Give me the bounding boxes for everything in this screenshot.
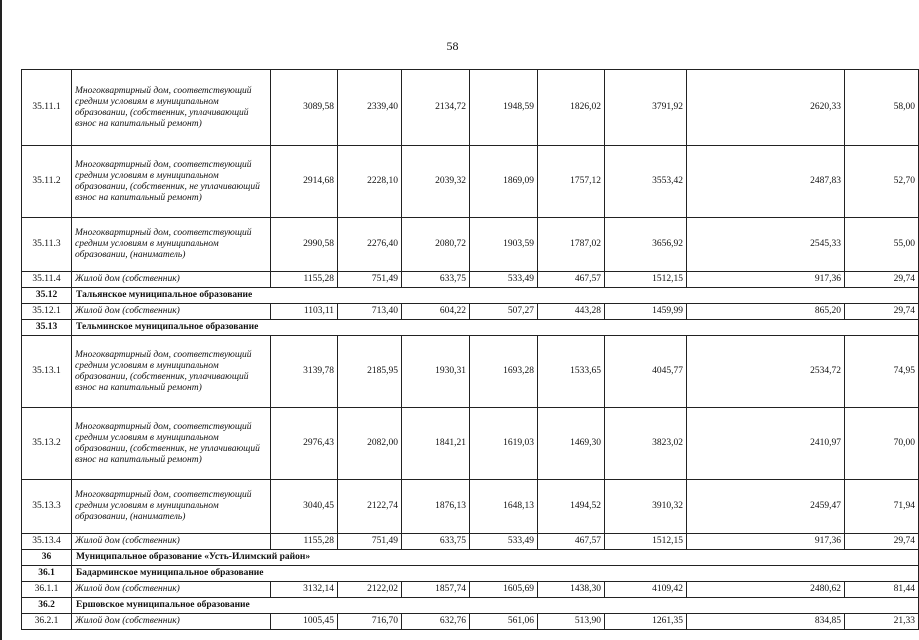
table-row xyxy=(22,614,919,630)
value-cell: 1869,09 xyxy=(470,146,538,218)
section-code: 35.13 xyxy=(22,320,72,336)
tariff-table xyxy=(21,69,919,630)
row-description: Многоквартирный дом, соответствующий средним условиям в муниципальном образовании, (наниматель) xyxy=(72,218,271,272)
value-cell: 29,74 xyxy=(845,534,919,550)
value-cell: 2228,10 xyxy=(338,146,402,218)
value-cell: 1787,02 xyxy=(538,218,605,272)
value-cell: 713,40 xyxy=(338,304,402,320)
value-cell: 29,74 xyxy=(845,272,919,288)
value-cell: 751,49 xyxy=(338,534,402,550)
row-description: Жилой дом (собственник) xyxy=(72,582,271,598)
value-cell: 2134,72 xyxy=(402,70,470,146)
value-cell: 3656,92 xyxy=(605,218,687,272)
section-code: 36.1 xyxy=(22,566,72,582)
value-cell: 1841,21 xyxy=(402,408,470,480)
value-cell: 70,00 xyxy=(845,408,919,480)
section-row xyxy=(22,550,919,566)
value-cell: 71,94 xyxy=(845,480,919,534)
value-cell: 632,76 xyxy=(402,614,470,630)
value-cell: 604,22 xyxy=(402,304,470,320)
value-cell: 55,00 xyxy=(845,218,919,272)
section-row xyxy=(22,320,919,336)
row-code: 35.11.4 xyxy=(22,272,72,288)
value-cell: 2276,40 xyxy=(338,218,402,272)
value-cell: 865,20 xyxy=(687,304,845,320)
value-cell: 1693,28 xyxy=(470,336,538,408)
value-cell: 1648,13 xyxy=(470,480,538,534)
table-row xyxy=(22,304,919,320)
section-code: 35.12 xyxy=(22,288,72,304)
row-code: 35.11.2 xyxy=(22,146,72,218)
section-title: Муниципальное образование «Усть-Илимский район» xyxy=(72,550,919,566)
section-row xyxy=(22,288,919,304)
scan-edge xyxy=(0,0,2,640)
section-title: Тальянское муниципальное образование xyxy=(72,288,919,304)
value-cell: 467,57 xyxy=(538,272,605,288)
value-cell: 3132,14 xyxy=(271,582,338,598)
value-cell: 1494,52 xyxy=(538,480,605,534)
row-description: Жилой дом (собственник) xyxy=(72,614,271,630)
value-cell: 1948,59 xyxy=(470,70,538,146)
section-title: Бадарминское муниципальное образование xyxy=(72,566,919,582)
value-cell: 1930,31 xyxy=(402,336,470,408)
section-title: Тельминское муниципальное образование xyxy=(72,320,919,336)
value-cell: 2039,32 xyxy=(402,146,470,218)
value-cell: 1619,03 xyxy=(470,408,538,480)
value-cell: 2620,33 xyxy=(687,70,845,146)
table-row xyxy=(22,582,919,598)
section-row xyxy=(22,566,919,582)
value-cell: 1512,15 xyxy=(605,534,687,550)
value-cell: 2459,47 xyxy=(687,480,845,534)
value-cell: 2534,72 xyxy=(687,336,845,408)
value-cell: 3910,32 xyxy=(605,480,687,534)
value-cell: 1605,69 xyxy=(470,582,538,598)
value-cell: 2914,68 xyxy=(271,146,338,218)
value-cell: 29,74 xyxy=(845,304,919,320)
value-cell: 561,06 xyxy=(470,614,538,630)
value-cell: 2185,95 xyxy=(338,336,402,408)
value-cell: 1512,15 xyxy=(605,272,687,288)
table-row xyxy=(22,336,919,408)
row-description: Многоквартирный дом, соответствующий средним условиям в муниципальном образовании, (собственник, не уплачивающий взнос на капитальный ремонт) xyxy=(72,146,271,218)
value-cell: 3553,42 xyxy=(605,146,687,218)
value-cell: 1438,30 xyxy=(538,582,605,598)
value-cell: 1103,11 xyxy=(271,304,338,320)
table-row xyxy=(22,480,919,534)
table-row xyxy=(22,218,919,272)
value-cell: 633,75 xyxy=(402,534,470,550)
value-cell: 751,49 xyxy=(338,272,402,288)
value-cell: 533,49 xyxy=(470,272,538,288)
row-code: 36.1.1 xyxy=(22,582,72,598)
row-description: Многоквартирный дом, соответствующий средним условиям в муниципальном образовании, (собственник, уплачивающий взнос на капитальный ремонт) xyxy=(72,70,271,146)
value-cell: 1533,65 xyxy=(538,336,605,408)
table-row xyxy=(22,146,919,218)
value-cell: 1155,28 xyxy=(271,534,338,550)
value-cell: 917,36 xyxy=(687,534,845,550)
row-code: 35.11.3 xyxy=(22,218,72,272)
value-cell: 3139,78 xyxy=(271,336,338,408)
row-code: 35.11.1 xyxy=(22,70,72,146)
row-description: Многоквартирный дом, соответствующий средним условиям в муниципальном образовании, (собственник, не уплачивающий взнос на капитальный ремонт) xyxy=(72,408,271,480)
value-cell: 1261,35 xyxy=(605,614,687,630)
value-cell: 3089,58 xyxy=(271,70,338,146)
row-code: 35.13.1 xyxy=(22,336,72,408)
value-cell: 2122,02 xyxy=(338,582,402,598)
value-cell: 1155,28 xyxy=(271,272,338,288)
table-row xyxy=(22,272,919,288)
value-cell: 834,85 xyxy=(687,614,845,630)
table-row xyxy=(22,70,919,146)
row-description: Жилой дом (собственник) xyxy=(72,272,271,288)
value-cell: 4109,42 xyxy=(605,582,687,598)
row-code: 35.13.2 xyxy=(22,408,72,480)
row-description: Многоквартирный дом, соответствующий средним условиям в муниципальном образовании, (наниматель) xyxy=(72,480,271,534)
value-cell: 4045,77 xyxy=(605,336,687,408)
value-cell: 3040,45 xyxy=(271,480,338,534)
value-cell: 74,95 xyxy=(845,336,919,408)
row-description: Многоквартирный дом, соответствующий средним условиям в муниципальном образовании, (собственник, уплачивающий взнос на капитальный ремонт) xyxy=(72,336,271,408)
value-cell: 1876,13 xyxy=(402,480,470,534)
section-code: 36.2 xyxy=(22,598,72,614)
row-code: 36.2.1 xyxy=(22,614,72,630)
value-cell: 2339,40 xyxy=(338,70,402,146)
value-cell: 2082,00 xyxy=(338,408,402,480)
row-description: Жилой дом (собственник) xyxy=(72,304,271,320)
value-cell: 2410,97 xyxy=(687,408,845,480)
value-cell: 3823,02 xyxy=(605,408,687,480)
value-cell: 52,70 xyxy=(845,146,919,218)
value-cell: 1469,30 xyxy=(538,408,605,480)
value-cell: 3791,92 xyxy=(605,70,687,146)
row-description: Жилой дом (собственник) xyxy=(72,534,271,550)
value-cell: 443,28 xyxy=(538,304,605,320)
value-cell: 2122,74 xyxy=(338,480,402,534)
section-code: 36 xyxy=(22,550,72,566)
value-cell: 2080,72 xyxy=(402,218,470,272)
value-cell: 1757,12 xyxy=(538,146,605,218)
value-cell: 2990,58 xyxy=(271,218,338,272)
value-cell: 716,70 xyxy=(338,614,402,630)
value-cell: 513,90 xyxy=(538,614,605,630)
value-cell: 2545,33 xyxy=(687,218,845,272)
value-cell: 21,33 xyxy=(845,614,919,630)
value-cell: 507,27 xyxy=(470,304,538,320)
page-number: 58 xyxy=(446,39,459,53)
value-cell: 533,49 xyxy=(470,534,538,550)
value-cell: 1857,74 xyxy=(402,582,470,598)
value-cell: 467,57 xyxy=(538,534,605,550)
table-row xyxy=(22,534,919,550)
value-cell: 1903,59 xyxy=(470,218,538,272)
value-cell: 2976,43 xyxy=(271,408,338,480)
section-row xyxy=(22,598,919,614)
value-cell: 81,44 xyxy=(845,582,919,598)
value-cell: 917,36 xyxy=(687,272,845,288)
table-row xyxy=(22,408,919,480)
row-code: 35.13.3 xyxy=(22,480,72,534)
value-cell: 1005,45 xyxy=(271,614,338,630)
value-cell: 58,00 xyxy=(845,70,919,146)
row-code: 35.12.1 xyxy=(22,304,72,320)
section-title: Ершовское муниципальное образование xyxy=(72,598,919,614)
row-code: 35.13.4 xyxy=(22,534,72,550)
table-body xyxy=(22,70,919,630)
value-cell: 2487,83 xyxy=(687,146,845,218)
value-cell: 2480,62 xyxy=(687,582,845,598)
value-cell: 1459,99 xyxy=(605,304,687,320)
value-cell: 1826,02 xyxy=(538,70,605,146)
value-cell: 633,75 xyxy=(402,272,470,288)
